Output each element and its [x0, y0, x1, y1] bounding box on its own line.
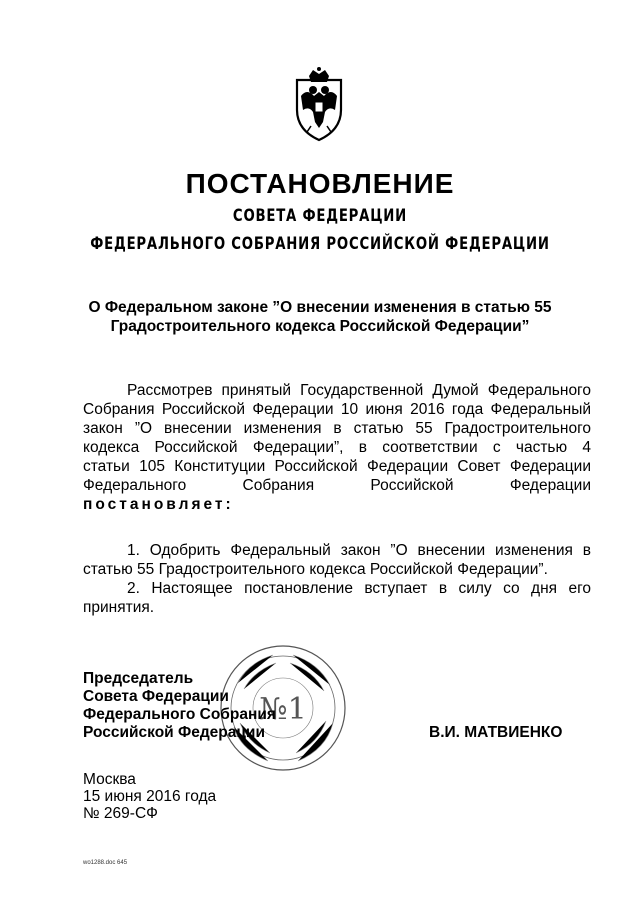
subject-line: О Федеральном законе ”О внесении изменения в статью 55 — [88, 299, 552, 316]
file-reference: wo1288.doc 645 — [83, 860, 128, 866]
signatory-name: В.И. МАТВИЕНКО — [429, 724, 563, 741]
position-line: Федерального Собрания — [83, 706, 276, 723]
clause-1-line: статью 55 Градостроительного кодекса Российской Федерации”. — [83, 561, 548, 578]
issuer-line-1: СОВЕТА ФЕДЕРАЦИИ — [232, 206, 408, 226]
seal-number: №1 — [259, 692, 307, 727]
preamble-line: Рассмотрев принятый Государственной Думой Федерального — [127, 382, 591, 399]
clause-2-line: принятия. — [83, 599, 155, 616]
preamble-line: статьи 105 Конституции Российской Федерации Совет Федерации — [83, 458, 591, 475]
position-line: Российской Федерации — [83, 724, 265, 741]
preamble-line: кодекса Российской Федерации”, в соответствии с частью 4 — [83, 439, 591, 456]
coat-of-arms-icon — [287, 66, 351, 142]
document-number: № 269-СФ — [83, 805, 158, 822]
clauses — [83, 541, 591, 617]
document-subject — [60, 298, 580, 336]
preamble-line: Собрания Российской Федерации 10 июня 2016 года Федеральный — [83, 401, 591, 418]
preamble-line: закон ”О внесении изменения в статью 55 Градостроительного — [83, 420, 591, 437]
position-line: Совета Федерации — [83, 688, 229, 705]
subject-line: Градостроительного кодекса Российской Федерации” — [110, 318, 530, 335]
position-line: Председатель — [83, 670, 194, 687]
preamble-line: Федерального Собрания Российской Федерации — [83, 477, 591, 494]
resolves-word: постановляет: — [83, 496, 234, 513]
signatory-position — [83, 670, 276, 742]
issuer-line-2: ФЕДЕРАЛЬНОГО СОБРАНИЯ РОССИЙСКОЙ ФЕДЕРАЦИИ — [90, 234, 550, 254]
document-title: ПОСТАНОВЛЕНИЕ — [185, 168, 455, 199]
preamble-paragraph — [83, 381, 591, 514]
date: 15 июня 2016 года — [83, 788, 217, 805]
clause-2-line: 2. Настоящее постановление вступает в силу со дня его — [127, 580, 591, 597]
place-and-date — [83, 771, 216, 822]
clause-1-line: 1. Одобрить Федеральный закон ”О внесении изменения в — [127, 542, 591, 559]
city: Москва — [83, 771, 136, 788]
